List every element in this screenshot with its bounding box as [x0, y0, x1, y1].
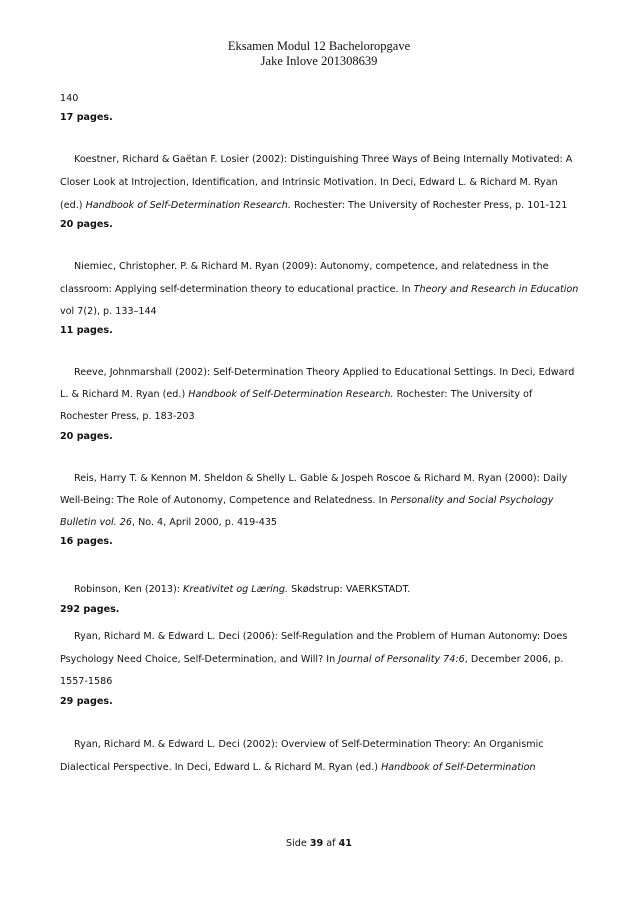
page-count: 292 pages.	[60, 604, 120, 615]
reference-line: Dialectical Perspective. In Deci, Edward L. & Richard M. Ryan (ed.) Handbook of Self-Determination	[60, 762, 536, 773]
reference-line: (ed.) Handbook of Self-Determination Research. Rochester: The University of Rochester Press, p. 101-121	[60, 200, 568, 211]
reference-title: Theory and Research in Education	[413, 284, 579, 295]
reference-line: Koestner, Richard & Gaëtan F. Losier (2002): Distinguishing Three Ways of Being Internally Motivated: A	[74, 154, 573, 165]
reference-line: Well-Being: The Role of Autonomy, Competence and Relatedness. In Personality and Social Psychology	[60, 495, 554, 506]
reference-title: Kreativitet og Læring.	[183, 584, 289, 595]
current-page-number: 39	[309, 838, 324, 849]
reference-line: L. & Richard M. Ryan (ed.) Handbook of Self-Determination Research. Rochester: The University of	[60, 389, 533, 400]
total-page-count: 41	[338, 838, 352, 849]
reference-line: 1557-1586	[60, 676, 113, 687]
reference-line: Robinson, Ken (2013): Kreativitet og Læring. Skødstrup: VAERKSTADT.	[74, 584, 411, 595]
reference-title: Journal of Personality 74:6	[338, 654, 465, 665]
page-count: 16 pages.	[60, 536, 113, 547]
header-title: Eksamen Modul 12 Bacheloropgave	[227, 39, 411, 53]
page-number-carryover: 140	[60, 93, 79, 104]
reference-line: Closer Look at Introjection, Identification, and Intrinsic Motivation. In Deci, Edward L. & Richard M. Ryan	[60, 177, 558, 188]
reference-line: Ryan, Richard M. & Edward L. Deci (2002): Overview of Self-Determination Theory: An Organismic	[74, 739, 544, 750]
page-header	[0, 39, 638, 69]
reference-title: Personality and Social Psychology	[390, 495, 554, 506]
page-count: 17 pages.	[60, 112, 113, 123]
reference-title: Handbook of Self-Determination Research.	[85, 200, 291, 211]
reference-line: Reis, Harry T. & Kennon M. Sheldon & Shelly L. Gable & Jospeh Roscoe & Richard M. Ryan (2000): Daily	[74, 473, 568, 484]
reference-title: Handbook of Self-Determination Research.	[188, 389, 394, 400]
page-count: 20 pages.	[60, 431, 113, 442]
reference-line: Psychology Need Choice, Self-Determination, and Will? In Journal of Personality 74:6, December 2006, p.	[60, 654, 564, 665]
page-footer: Side 39 af 41	[286, 838, 352, 849]
page-count: 20 pages.	[60, 219, 113, 230]
reference-line: Rochester Press, p. 183-203	[60, 411, 195, 422]
reference-line: Ryan, Richard M. & Edward L. Deci (2006): Self-Regulation and the Problem of Human Autonomy: Does	[74, 631, 568, 642]
page-count: 29 pages.	[60, 696, 113, 707]
reference-title: Handbook of Self-Determination	[381, 762, 536, 773]
reference-line: classroom: Applying self-determination theory to educational practice. In Theory and Research in Education	[60, 284, 579, 295]
reference-line: Niemiec, Christopher. P. & Richard M. Ryan (2009): Autonomy, competence, and relatedness in the	[74, 261, 549, 272]
page-count: 11 pages.	[60, 325, 113, 336]
reference-title: Bulletin vol. 26	[60, 517, 132, 528]
reference-line: vol 7(2), p. 133–144	[60, 306, 157, 317]
header-author: Jake Inlove 201308639	[260, 54, 378, 68]
reference-line: Reeve, Johnmarshall (2002): Self-Determination Theory Applied to Educational Settings. In Deci, Edward	[74, 367, 575, 378]
reference-line: Bulletin vol. 26, No. 4, April 2000, p. 419-435	[60, 517, 278, 528]
